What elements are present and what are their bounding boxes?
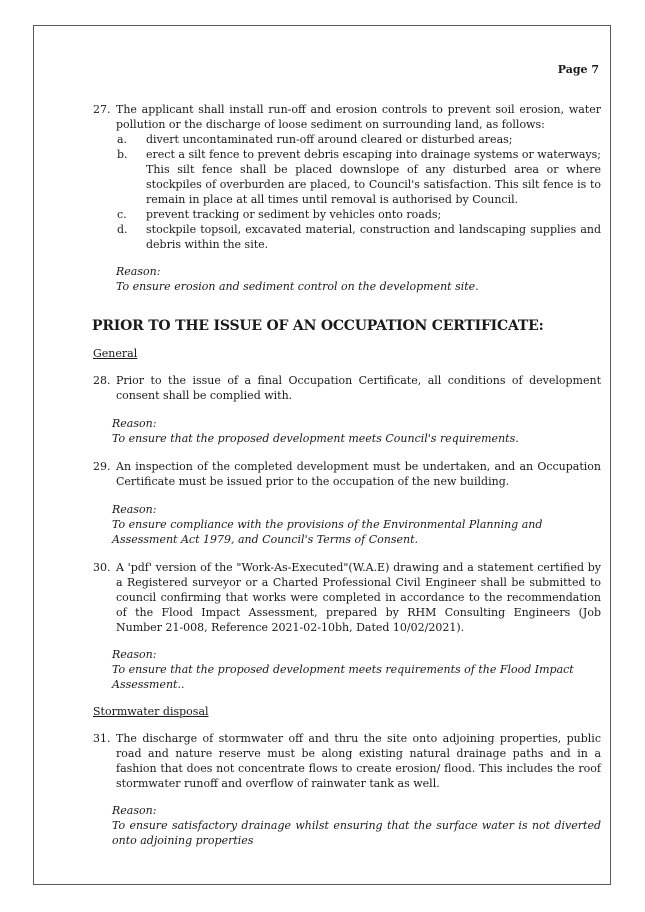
item-letter: a. [117, 133, 128, 146]
condition-27-item-d [93, 222, 601, 252]
reason-text: To ensure compliance with the provisions of the Environmental Planning and Assessment Act 1979, and Council's Terms of Consent. [112, 518, 543, 546]
document-body [93, 102, 601, 848]
condition-number: 30. [93, 561, 111, 574]
condition-28 [93, 373, 601, 403]
condition-number: 28. [93, 374, 111, 387]
item-text: prevent tracking or sediment by vehicles onto roads; [146, 208, 442, 221]
condition-text: A 'pdf' version of the "Work-As-Executed"(W.A.E) drawing and a statement certified by a Registered surveyor or a Charted Professional Civil Engineer shall be submitted to council confirming that works were completed in accordance to the recommendation of the Flood Impact Assessment, prepared by RHM Consulting Engineers (Job Number 21-008, Reference 2021-02-10bh, Dated 10/02/2021). [116, 561, 601, 634]
item-letter: d. [117, 223, 128, 236]
condition-text: The applicant shall install run-off and erosion controls to prevent soil erosion, water pollution or the discharge of loose sediment on surrounding land, as follows: [116, 103, 601, 131]
condition-number: 27. [93, 103, 111, 116]
condition-27-item-a [93, 132, 601, 147]
condition-27-item-c [93, 207, 601, 222]
reason-label: Reason: [116, 265, 161, 278]
item-letter: c. [117, 208, 127, 221]
reason-label: Reason: [112, 648, 157, 661]
condition-29 [93, 459, 601, 489]
condition-number: 29. [93, 460, 111, 473]
reason-label: Reason: [112, 804, 157, 817]
condition-number: 31. [93, 732, 111, 745]
condition-text: An inspection of the completed development must be undertaken, and an Occupation Certificate must be issued prior to the occupation of the new building. [116, 460, 601, 488]
subheading-general: General [93, 347, 138, 360]
condition-27 [93, 102, 601, 132]
section-heading: PRIOR TO THE ISSUE OF AN OCCUPATION CERTIFICATE: [92, 318, 544, 334]
item-text: erect a silt fence to prevent debris escaping into drainage systems or waterways; This silt fence shall be placed downslope of any disturbed area or where stockpiles of overburden are placed, to Council's satisfaction. This silt fence is to remain in place at all times until removal is authorised by Council. [146, 148, 601, 206]
reason-text: To ensure that the proposed development meets Council's requirements. [112, 432, 519, 445]
condition-text: Prior to the issue of a final Occupation Certificate, all conditions of development consent shall be complied with. [116, 374, 601, 402]
reason-text: To ensure that the proposed development meets requirements of the Flood Impact Assessment.. [112, 663, 574, 691]
page-number: Page 7 [557, 63, 599, 76]
subheading-stormwater: Stormwater disposal [93, 705, 209, 718]
reason-label: Reason: [112, 503, 157, 516]
condition-30 [93, 560, 601, 635]
reason-label: Reason: [112, 417, 157, 430]
item-letter: b. [117, 148, 128, 161]
condition-text: The discharge of stormwater off and thru the site onto adjoining properties, public road and nature reserve must be along existing natural drainage paths and in a fashion that does not concentrate flows to create erosion/ flood. This includes the roof stormwater runoff and overflow of rainwater tank as well. [116, 732, 601, 790]
item-text: stockpile topsoil, excavated material, construction and landscaping supplies and debris within the site. [146, 223, 601, 251]
condition-31 [93, 731, 601, 791]
item-text: divert uncontaminated run-off around cleared or disturbed areas; [146, 133, 513, 146]
reason-text: To ensure satisfactory drainage whilst ensuring that the surface water is not diverted onto adjoining properties [112, 819, 601, 847]
reason-text: To ensure erosion and sediment control on the development site. [116, 280, 479, 293]
condition-27-item-b [93, 147, 601, 207]
